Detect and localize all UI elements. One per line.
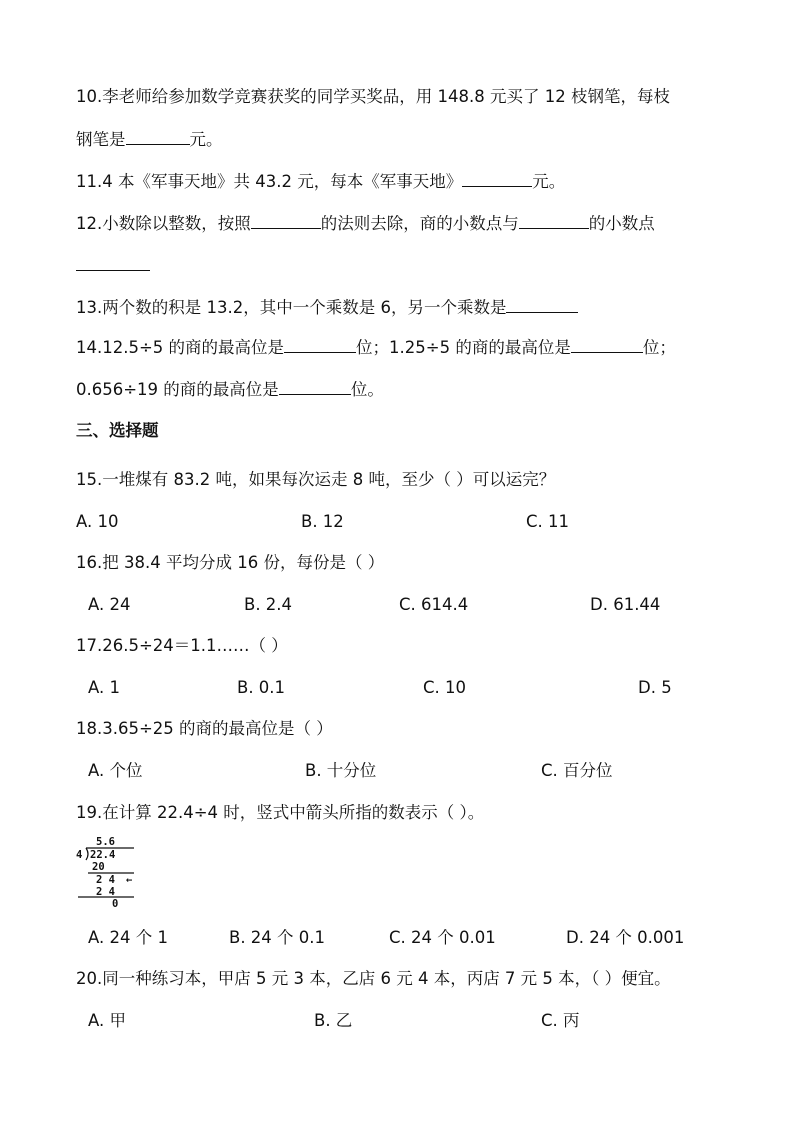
long-division-figure [76,836,146,912]
q12-b: 的法则去除，商的小数点与 [320,214,519,233]
q20-option-a[interactable]: A. 甲 [88,1011,126,1030]
q14-blank-1[interactable] [284,336,356,353]
q17-option-c[interactable]: C. 10 [423,678,467,697]
q14-a: 14.12.5÷5 的商的最高位是 [76,338,285,357]
q16-option-b[interactable]: B. 2.4 [244,595,293,614]
q12-blank-2[interactable] [519,212,589,229]
q17-option-a[interactable]: A. 1 [88,678,120,697]
q17-text: 17.26.5÷24＝1.1……（ ） [76,636,288,655]
section-title: 三、选择题 [76,421,159,440]
q14-blank-3[interactable] [279,378,351,395]
q10-text: 10.李老师给参加数学竞赛获奖的同学买奖品，用 148.8 元买了 12 枝钢笔，每枝 [76,87,670,106]
arrow-icon: ← [126,874,133,886]
q16-option-c[interactable]: C. 614.4 [399,595,469,614]
q15-option-a[interactable]: A. 10 [76,512,119,531]
q19-option-d[interactable]: D. 24 个 0.001 [566,928,685,947]
q12-blank-1[interactable] [251,212,321,229]
ld-step2b: 2 4 [96,886,115,898]
q19-option-b[interactable]: B. 24 个 0.1 [229,928,326,947]
q20-option-c[interactable]: C. 丙 [541,1011,580,1030]
q19-option-c[interactable]: C. 24 个 0.01 [389,928,496,947]
q16-text: 16.把 38.4 平均分成 16 份，每份是（ ） [76,553,385,572]
q18-option-b[interactable]: B. 十分位 [305,761,377,780]
q18-option-a[interactable]: A. 个位 [88,761,143,780]
q18-text: 18.3.65÷25 的商的最高位是（ ） [76,719,333,738]
q15-option-b[interactable]: B. 12 [301,512,344,531]
q12-c: 的小数点 [588,214,655,233]
q14-c: 位； [642,338,676,357]
q14-e: 位。 [350,380,384,399]
q10-cont-b: 元。 [189,130,223,149]
q20-text: 20.同一种练习本，甲店 5 元 3 本，乙店 6 元 4 本，丙店 7 元 5 本，（ ）便宜。 [76,969,671,988]
ld-quotient: 5.6 [96,836,115,848]
q11-text [76,170,565,193]
q12-a: 12.小数除以整数，按照 [76,214,251,233]
q16-option-a[interactable]: A. 24 [88,595,131,614]
q15-option-c[interactable]: C. 11 [526,512,570,531]
q14-d: 0.656÷19 的商的最高位是 [76,380,279,399]
q12-text [76,212,655,235]
q13-text [76,296,578,319]
ld-step1: 20 [92,861,105,873]
q14-text [76,336,676,359]
q14-blank-2[interactable] [571,336,643,353]
ld-remainder: 0 [112,898,119,910]
q15-text: 15.一堆煤有 83.2 吨，如果每次运走 8 吨，至少（ ）可以运完？ [76,470,556,489]
q13-stem: 13.两个数的积是 13.2，其中一个乘数是 6，另一个乘数是 [76,298,507,317]
q11-blank[interactable] [462,170,532,187]
q11-a: 11.4 本《军事天地》共 43.2 元，每本《军事天地》 [76,172,463,191]
q18-option-c[interactable]: C. 百分位 [541,761,613,780]
q19-option-a[interactable]: A. 24 个 1 [88,928,168,947]
q12-blank-3[interactable] [76,254,150,271]
q14-continuation [76,378,384,401]
ld-divisor: 4 [76,849,83,861]
q16-option-d[interactable]: D. 61.44 [590,595,661,614]
q17-option-d[interactable]: D. 5 [638,678,672,697]
ld-dividend: 22.4 [90,849,116,861]
q10-blank[interactable] [126,128,190,145]
ld-step2a: 2 4 [96,874,115,886]
q19-text: 19.在计算 22.4÷4 时，竖式中箭头所指的数表示（ ）。 [76,803,485,822]
q11-b: 元。 [532,172,566,191]
q13-blank[interactable] [506,296,578,313]
q10-continuation [76,128,223,151]
q12-continuation [76,254,150,277]
q10-cont-a: 钢笔是 [76,130,126,149]
q14-b: 位；1.25÷5 的商的最高位是 [356,338,571,357]
q20-option-b[interactable]: B. 乙 [314,1011,353,1030]
q17-option-b[interactable]: B. 0.1 [237,678,286,697]
